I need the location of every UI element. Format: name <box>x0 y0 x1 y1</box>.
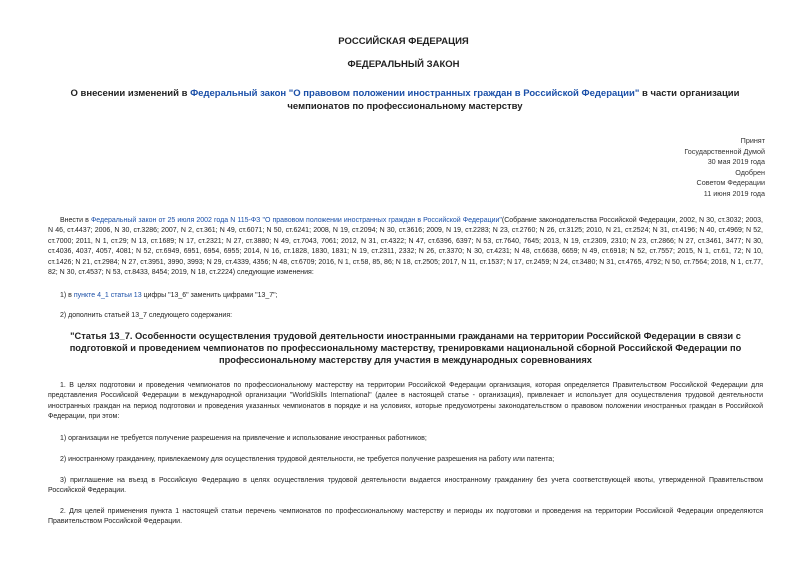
preamble-rest: (Собрание законодательства Российской Федерации, 2002, N 30, ст.3032; 2003, N 46, ст.4437; 2006, N 30, ст.3286; 2007, N 2, ст.361; N 49, ст.6071; N 50, ст.6241; 2008, N 19, ст.2094; N 30, ст.3616; 2009, N 19, ст.2283; N 23, ст.2760; N 26, ст.3125; 2010, N 21, ст.2524; N 31, ст.4196; N 40, ст.4969; N 52, ст.7000; 2011, N 1, ст.29; N 13, ст.1689; N 17, ст.2321; N 27, ст.3880; N 49, ст.7043, 7061; 2012, N 31, ст.4322; N 47, ст.6396, 6397; N 53, ст.7640, 7645; 2013, N 19, ст.2309, 2310; N 23, ст.2866; N 27, ст.3461, 3477; N 30, ст.4036, 4037, 4057, 4081; N 52, ст.6949, 6951, 6954, 6955; 2014, N 16, ст.1828, 1830, 1831; N 19, ст.2311, 2332; N 26, ст.3370; N 30, ст.4231; N 48, ст.6638, 6659; N 49, ст.6918; N 52, ст.7557; 2015, N 1, ст.61, 72; N 10, ст.1426; N 21, ст.2984; N 27, ст.3951, 3990, 3993; N 29, ст.4339, 4356; N 48, ст.6709; 2016, N 1, ст.58, 85, 86; N 18, ст.2505; 2017, N 11, ст.1537; N 17, ст.2459; N 24, ст.3480; N 31, ст.4765, 4792; N 50, ст.7564; 2018, N 1, ст.77, 82; N 30, ст.4537; N 53, ст.8433, 8454; 2019, N 18, ст.2224) следующие изменения: <box>48 217 763 277</box>
adoption-block <box>684 136 765 199</box>
approved-date: 11 июня 2019 года <box>703 188 765 198</box>
article-paragraph-2: 2. Для целей применения пункта 1 настоящей статьи перечень чемпионатов по профессиональному мастерству и периоды их подготовки и проведения на территории Российской Федерации определяются Правительством Российской Федерации. <box>48 508 763 526</box>
country-heading: РОССИЙСКАЯ ФЕДЕРАЦИЯ <box>338 36 469 47</box>
law-type-heading: ФЕДЕРАЛЬНЫЙ ЗАКОН <box>347 59 460 70</box>
preamble-paragraph <box>48 216 763 278</box>
item1-suffix: цифры "13_6" заменить цифрами "13_7"; <box>141 292 278 299</box>
preamble-prefix: Внести в <box>60 217 91 224</box>
article-subitem-2: 2) иностранному гражданину, привлекаемому для осуществления трудовой деятельности, не требуется получение разрешения на работу или патента; <box>60 456 555 463</box>
approved-body: Советом Федерации <box>696 178 765 187</box>
article-13-link[interactable]: пункте 4_1 статьи 13 <box>73 292 142 299</box>
article-paragraph-1: 1. В целях подготовки и проведения чемпионатов по профессиональному мастерству на территории Российской Федерации организация, которая определяется Правительством Российской Федерации для представления Российской Федерации в международной организации "WorldSkills International" (далее в настоящей статье - организация), привлекает и использует для осуществления трудовой деятельности иностранных граждан на период подготовки и проведения указанных чемпионатов в порядке и на условиях, которые предусмотрены законодательством о правовом положении иностранных граждан в Российской Федерации, при этом: <box>48 382 763 421</box>
amendment-item-1 <box>48 291 763 301</box>
law-title-link[interactable]: Федеральный закон "О правовом положении иностранных граждан в Российской Федерации" <box>190 88 640 99</box>
approved-label: Одобрен <box>735 167 765 177</box>
amendment-item-2: 2) дополнить статьей 13_7 следующего содержания: <box>60 312 233 319</box>
law-name-link[interactable]: "О правовом положении иностранных граждан в Российской Федерации" <box>262 217 502 224</box>
article-title: "Статья 13_7. Особенности осуществления трудовой деятельности иностранными гражданами на территории Российской Федерации в связи с подготовкой и проведением чемпионатов по профессиональному мастерству, тренировками национальной сборной Российской Федерации по профессиональному мастерству для участия в международных соревнованиях <box>69 331 742 365</box>
adopted-label: Принят <box>740 136 765 145</box>
adopted-date: 30 мая 2019 года <box>707 157 765 166</box>
article-subitem-3: 3) приглашение на въезд в Российскую Федерацию в целях осуществления трудовой деятельности выдается иностранному гражданину без учета соответствующей квоты, утвержденной Правительством Российской Федерации. <box>48 477 763 495</box>
article-subitem-1: 1) организации не требуется получение разрешения на привлечение и использование иностранных работников; <box>60 435 427 442</box>
item1-prefix: 1) в <box>60 292 74 299</box>
law-115-fz-link[interactable]: Федеральный закон от 25 июля 2002 года N 115-ФЗ <box>90 217 261 224</box>
law-title <box>60 87 750 113</box>
law-title-suffix: в части организации чемпионатов по профессиональному мастерству <box>287 88 740 112</box>
adopted-body: Государственной Думой <box>684 146 765 156</box>
law-title-prefix: О внесении изменений в <box>70 88 191 99</box>
